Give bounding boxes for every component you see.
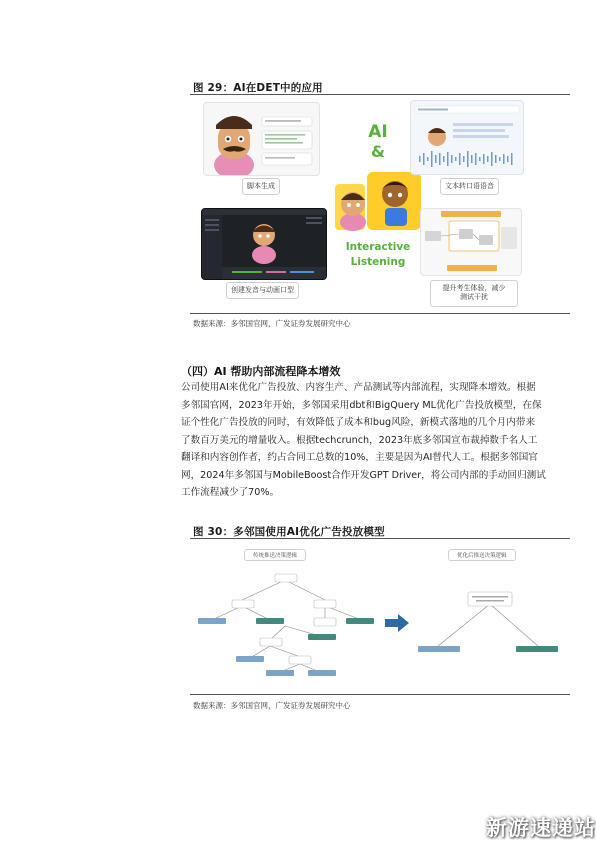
interactive-label: Interactive	[345, 241, 411, 253]
paragraph-line: 多邻国官网，2023年开始，多邻国采用dbt和BigQuery ML优化广告投放模型，在保	[181, 399, 542, 411]
animation-editor-illustration	[202, 209, 326, 279]
figure-29-bottom-rule	[190, 313, 570, 314]
paragraph-line: 翻译和内容创作者，约占合同工总数的10%，主要是因为AI替代人工。根据多邻国官	[181, 452, 538, 463]
characters-illustration	[333, 164, 423, 234]
traditional-decision-tree	[190, 568, 380, 678]
site-watermark: 新游速递站	[486, 816, 596, 840]
section-paragraph	[181, 379, 573, 502]
figure-29-title: 图 29：AI在DET中的应用	[193, 82, 323, 94]
paragraph-line: 了数百万美元的增量收入。根据techcrunch，2023年底多邻国宣布裁掉数千名人工	[181, 434, 538, 446]
paragraph-line: 工作流程减少了70%。	[181, 487, 280, 498]
flow-diagram-illustration	[421, 209, 521, 275]
figure-29-top-rule	[190, 94, 570, 95]
section-title: （四）AI 帮助内部流程降本增效	[181, 365, 341, 378]
paragraph-line: 网，2024年多邻国与MobileBoost合作开发GPT Driver，将公司内部的手动回归测试	[181, 469, 546, 481]
caption-test-experience	[430, 280, 518, 307]
traditional-logic-title: 传统推送决策逻辑	[244, 549, 306, 561]
text-to-speech-panel	[410, 100, 524, 175]
arrow-right-icon	[384, 613, 410, 633]
figure-30-source: 数据来源：多邻国官网，广发证券发展研究中心	[193, 701, 351, 710]
ampersand-label: &	[371, 142, 385, 161]
optimized-logic-title: 优化后推送决策逻辑	[448, 549, 516, 561]
script-generation-panel	[203, 102, 320, 176]
paragraph-line: 证个性化广告投放的同时，有效降低了成本和bug风险，新模式落地的几个月内带来	[181, 417, 536, 428]
caption-animation: 创建发音与动画口型	[226, 282, 299, 299]
figure-29-source: 数据来源：多邻国官网，广发证券发展研究中心	[193, 319, 351, 328]
paragraph-line: 公司使用AI来优化广告投放、内容生产、产品测试等内部流程，实现降本增效。根据	[181, 382, 536, 393]
ai-label: AI	[368, 122, 388, 142]
test-experience-panel	[420, 208, 522, 276]
caption-script-generation: 脚本生成	[242, 178, 280, 195]
figure-30-bottom-rule	[190, 694, 570, 695]
speech-waveform-illustration	[411, 101, 523, 174]
listening-label: Listening	[350, 256, 406, 268]
caption-test-experience-line-1: 提升考生体验，减少	[442, 284, 506, 292]
figure-30-top-rule	[190, 538, 570, 539]
figure-30-title: 图 30：多邻国使用AI优化广告投放模型	[193, 526, 385, 538]
caption-test-experience-line-2: 测试干扰	[460, 293, 488, 302]
animation-editor-panel	[201, 208, 327, 280]
character-chat-illustration	[204, 103, 319, 175]
caption-text-to-speech: 文本转口语语音	[440, 178, 499, 195]
optimized-decision-tree	[410, 580, 570, 660]
